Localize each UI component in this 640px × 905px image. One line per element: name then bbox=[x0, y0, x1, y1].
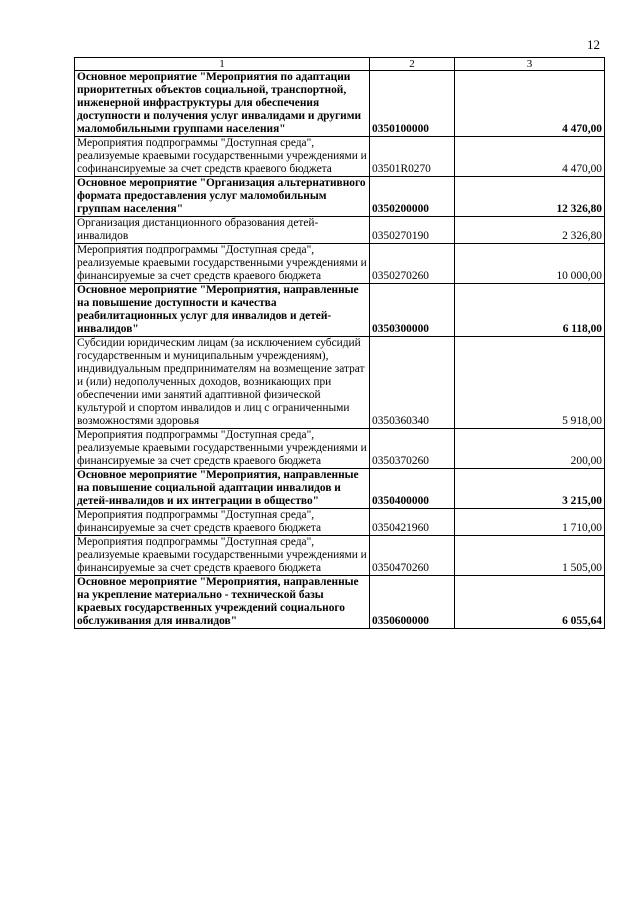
budget-code-cell: 0350360340 bbox=[370, 337, 455, 429]
budget-code-cell: 0350200000 bbox=[370, 177, 455, 217]
table-body bbox=[75, 58, 605, 629]
header-col-3: 3 bbox=[455, 58, 605, 71]
amount-cell: 10 000,00 bbox=[455, 244, 605, 284]
budget-code-cell: 0350270260 bbox=[370, 244, 455, 284]
amount-cell: 200,00 bbox=[455, 429, 605, 469]
table-header-row bbox=[75, 58, 605, 71]
table-row-main-activity bbox=[75, 469, 605, 509]
table-row-main-activity bbox=[75, 284, 605, 337]
activity-name-cell: Мероприятия подпрограммы "Доступная среда", реализуемые краевыми государственными учреждениями и финансируемые за счет средств краевого бюджета bbox=[75, 244, 370, 284]
table-row-sub-activity bbox=[75, 137, 605, 177]
activity-name-cell: Субсидии юридическим лицам (за исключением субсидий государственным и муниципальным учреждениям), индивидуальным предпринимателям на возмещение затрат и (или) недополученных доходов, возникающих при обеспечении ими занятий адаптивной физической культурой и спортом инвалидов и лиц с ограниченными возможностями здоровья bbox=[75, 337, 370, 429]
table-row-sub-activity bbox=[75, 536, 605, 576]
amount-cell: 6 055,64 bbox=[455, 576, 605, 629]
table-row-main-activity bbox=[75, 71, 605, 137]
amount-cell: 6 118,00 bbox=[455, 284, 605, 337]
budget-code-cell: 03501R0270 bbox=[370, 137, 455, 177]
amount-cell: 1 710,00 bbox=[455, 509, 605, 536]
activity-name-cell: Основное мероприятие "Мероприятия, направленные на повышение социальной адаптации инвалидов и детей-инвалидов и их интеграции в общество" bbox=[75, 469, 370, 509]
activity-name-cell: Основное мероприятие "Организация альтернативного формата предоставления услуг маломобильным группам населения" bbox=[75, 177, 370, 217]
amount-cell: 3 215,00 bbox=[455, 469, 605, 509]
activity-name-cell: Основное мероприятие "Мероприятия по адаптации приоритетных объектов социальной, транспортной, инженерной инфраструктуры для обеспечения доступности и получения услуг инвалидами и другими маломобильными группами населения" bbox=[75, 71, 370, 137]
budget-code-cell: 0350370260 bbox=[370, 429, 455, 469]
activity-name-cell: Основное мероприятие "Мероприятия, направленные на повышение доступности и качества реабилитационных услуг для инвалидов и детей-инвалидов" bbox=[75, 284, 370, 337]
table-row-main-activity bbox=[75, 177, 605, 217]
budget-code-cell: 0350470260 bbox=[370, 536, 455, 576]
amount-cell: 4 470,00 bbox=[455, 71, 605, 137]
amount-cell: 4 470,00 bbox=[455, 137, 605, 177]
amount-cell: 5 918,00 bbox=[455, 337, 605, 429]
table-row-sub-activity bbox=[75, 217, 605, 244]
amount-cell: 2 326,80 bbox=[455, 217, 605, 244]
header-col-2: 2 bbox=[370, 58, 455, 71]
budget-code-cell: 0350421960 bbox=[370, 509, 455, 536]
activity-name-cell: Основное мероприятие "Мероприятия, направленные на укрепление материально - технической базы краевых государственных учреждений социального обслуживания для инвалидов" bbox=[75, 576, 370, 629]
budget-code-cell: 0350100000 bbox=[370, 71, 455, 137]
page-number: 12 bbox=[587, 37, 600, 52]
table-row-sub-activity bbox=[75, 509, 605, 536]
activity-name-cell: Мероприятия подпрограммы "Доступная среда", реализуемые краевыми государственными учреждениями и финансируемые за счет средств краевого бюджета bbox=[75, 429, 370, 469]
activity-name-cell: Мероприятия подпрограммы "Доступная среда", реализуемые краевыми государственными учреждениями и финансируемые за счет средств краевого бюджета bbox=[75, 536, 370, 576]
budget-code-cell: 0350600000 bbox=[370, 576, 455, 629]
table-row-main-activity bbox=[75, 576, 605, 629]
budget-table bbox=[74, 57, 605, 629]
budget-code-cell: 0350270190 bbox=[370, 217, 455, 244]
table-row-sub-activity bbox=[75, 337, 605, 429]
budget-code-cell: 0350400000 bbox=[370, 469, 455, 509]
activity-name-cell: Организация дистанционного образования детей-инвалидов bbox=[75, 217, 370, 244]
activity-name-cell: Мероприятия подпрограммы "Доступная среда", реализуемые краевыми государственными учреждениями и софинансируемые за счет средств краевого бюджета bbox=[75, 137, 370, 177]
activity-name-cell: Мероприятия подпрограммы "Доступная среда", финансируемые за счет средств краевого бюджета bbox=[75, 509, 370, 536]
amount-cell: 12 326,80 bbox=[455, 177, 605, 217]
amount-cell: 1 505,00 bbox=[455, 536, 605, 576]
table-row-sub-activity bbox=[75, 429, 605, 469]
budget-code-cell: 0350300000 bbox=[370, 284, 455, 337]
table-row-sub-activity bbox=[75, 244, 605, 284]
header-col-1: 1 bbox=[75, 58, 370, 71]
